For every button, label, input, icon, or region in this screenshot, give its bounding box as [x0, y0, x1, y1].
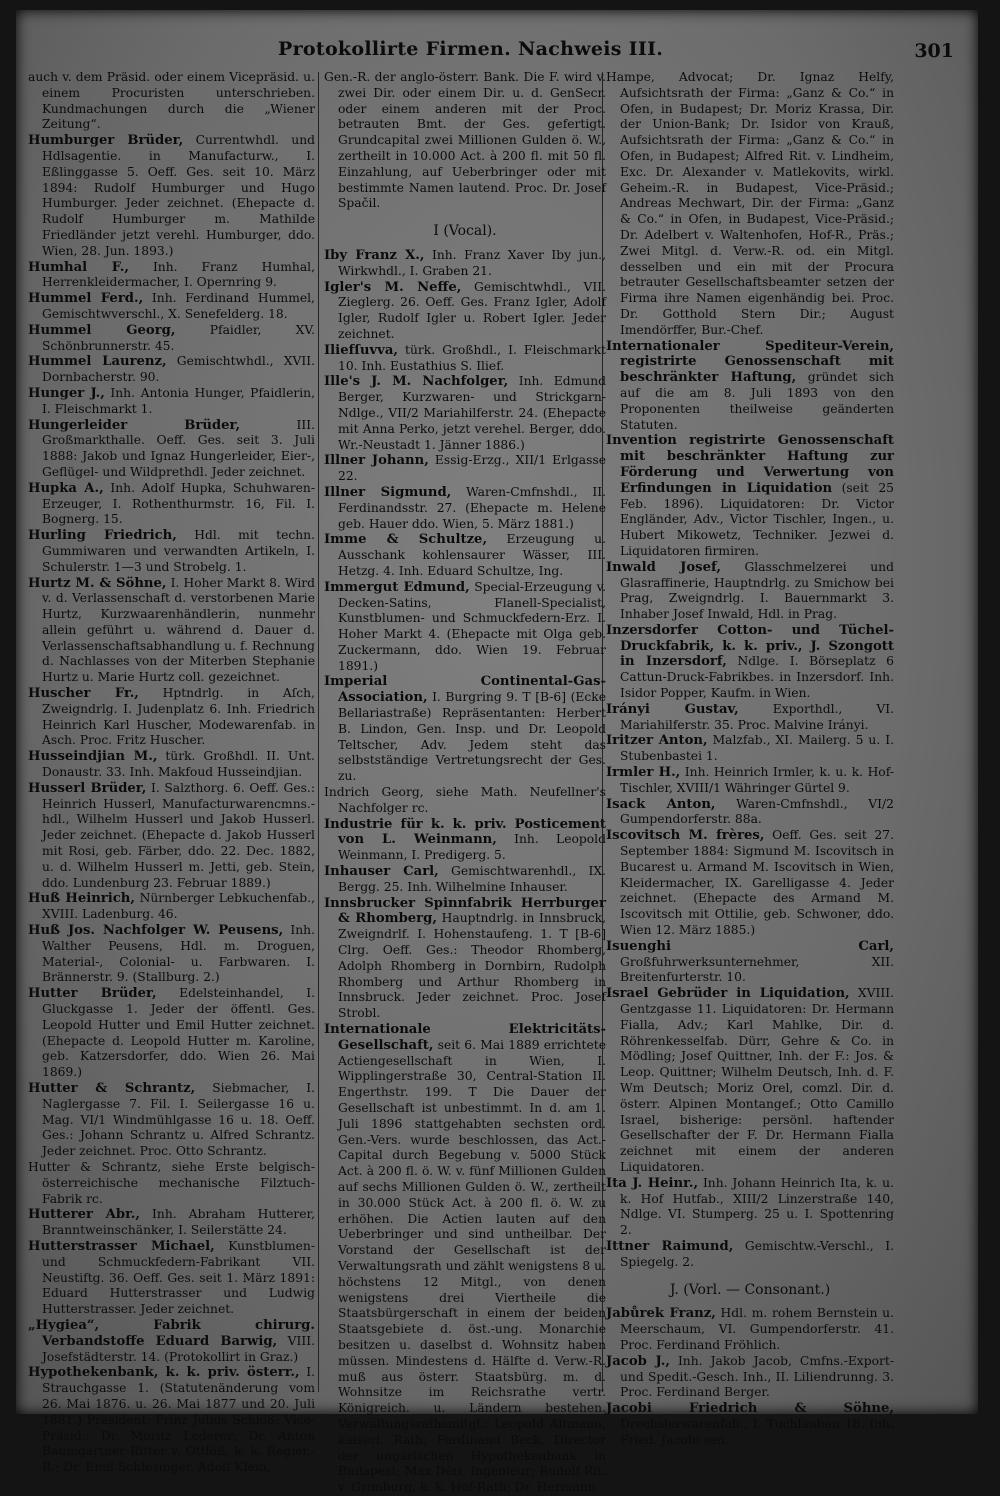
entry-details: Gen.-R. der anglo-österr. Bank. Die F. wird v. zwei Dir. oder einem Dir. u. d. GenSecr. oder einem anderen mit der Proc. betrauten Bmt. der Ges. gefertigt. Grundcapital zwei Millionen Gulden ö. W., zertheilt in 10.000 Act. à 200 fl. mit 50 fl. Einzahlung, auf Ueberbringer oder mit bestimmte Namen lautend. Proc. Dr. Josef Spačil.: [324, 70, 606, 211]
firm-name: Humburger Brüder,: [28, 133, 184, 149]
entry-details: Malzfab., XI. Mailerg. 5 u. I. Stubenbastei 1.: [620, 733, 894, 764]
directory-entry: [28, 781, 315, 892]
column-3: [606, 70, 894, 1447]
directory-entry: [28, 1365, 315, 1476]
entry-details: seit 6. Mai 1889 errichtete Actiengesellschaft in Wien, I. Wipplingerstraße 30, Central-Station II. Engerthstr. 199. T Die Dauer der Gesellschaft ist unbestimmt. In d. am 1. Juli 1896 stattgehabten sechsten ord. Gen.-Vers. wurde beschlossen, das Act.-Capital durch Begebung v. 5000 Stück Act. à 200 fl. ö. W. v. fünf Millionen Gulden auf sechs Millionen Gulden ö. W., zertheilt in 30.000 Stück Act. à 200 fl. ö. W. zu erhöhen. Die Actien lauten auf den Ueberbringer und sind untheilbar. Der Vorstand der Gesellschaft ist der Verwaltungsrath und zählt wenigstens 8 u. höchstens 12 Mitgl., von denen wenigstens drei Viertheile die Staatsbürgerschaft in einem der beiden Staatsgebiete d. öst.-ung. Monarchie besitzen u. daselbst d. Wohnsitz haben müssen. Mindestens d. Hälfte d. Verw.-R. muß aus österr. Staatsbürg. m. d. Wohnsitze im Reichsrathe vertr. Königreich. u. Ländern bestehen. Verwaltungsrathsmitgl.: Leopold Altmann, kaiserl. Rath; Ferdinand Beck, Director der ungarischen Hypothekenbank in Budapest; Max Déri, Ingenieur; Rudolf Rit. v. Grimburg, k. k. Hof-Rath; Dr. Hermann: [338, 1037, 606, 1495]
firm-name: Irmler H.,: [606, 765, 681, 781]
directory-entry: [28, 1081, 315, 1160]
entry-details: Hdl. m. rohem Bernstein u. Meerschaum, VI. Gumpendorferstr. 41. Proc. Ferdinand Fröhlich.: [620, 1306, 894, 1352]
firm-name: Igler's M. Neffe,: [324, 279, 462, 295]
firm-name: Husserl Brüder,: [28, 780, 147, 796]
entry-details: Inh. Leopold Weinmann, I. Predigerg. 5.: [338, 832, 606, 863]
entry-details: Inh. Antonia Hunger, Pfaidlerin, I. Fleischmarkt 1.: [42, 385, 315, 416]
directory-entry: [606, 70, 894, 339]
firm-name: Industrie für k. k. priv. Posticement von L. Weinmann,: [324, 816, 606, 848]
firm-name: Immergut Edmund,: [324, 579, 470, 595]
firm-name: Imme & Schultze,: [324, 532, 488, 548]
firm-name: Iritzer Anton,: [606, 733, 708, 749]
firm-name: Humhal F.,: [28, 259, 129, 275]
entry-details: Inh. Walther Peusens, Hdl. m. Droguen, Material-, Colonial- u. Farbwaren. I. Brännerstr. 9. (Stallburg. 2.): [42, 923, 315, 985]
firm-name: Hypothekenbank, k. k. priv. österr.,: [28, 1365, 300, 1381]
section-heading: J. (Vorl. — Consonant.): [669, 1281, 831, 1298]
directory-entry: [28, 418, 315, 481]
firm-name: Hummel Ferd.,: [28, 291, 144, 307]
directory-entry: [606, 1401, 894, 1448]
entry-details: Pfaidler, XV. Schönbrunnerstr. 45.: [42, 322, 315, 353]
entry-details: Drechslerwarenfab., I. Tuchlauben 18. Inh. Fried. Jacobi sen.: [620, 1416, 894, 1447]
directory-entry: [28, 1160, 315, 1207]
entry-details: Inh. Abraham Hutterer, Branntweinschänker, I. Seilerstätte 24.: [42, 1207, 315, 1238]
entry-details: Großfuhrwerksunternehmer, XII. Breitenfurterstr. 10.: [620, 954, 894, 985]
entry-details: Hptndrlg. in Aſch, Zweigndrlg. I. Judenplatz 6. Inh. Friedrich Heinrich Karl Huscher, Modewarenfab. in Asch. Proc. Fritz Huscher.: [42, 686, 315, 748]
entry-details: I. Hoher Markt 8. Wird v. d. Verlassenschaft d. verstorbenen Marie Hurtz, Kurzwaarenhändlerin, nunmehr allein geführt u. während d. Dauer d. Verlassenschaftsabhandlung u. f. Rechnung d. Nachlasses von der Miterben Stephanie Hurtz u. Marie Hurtz coll. gezeichnet.: [42, 575, 316, 685]
entry-details: Inh. Adolf Hupka, Schuhwaren-Erzeuger, I. Rothenthurmstr. 16, Fil. I. Bognerg. 15.: [42, 480, 315, 527]
firm-name: Internationaler Spediteur-Verein, registrirte Genossenschaft mit beschränkter Haftung,: [606, 338, 894, 386]
firm-name: Jabůrek Franz,: [606, 1306, 716, 1322]
firm-name: Hutter Brüder,: [28, 986, 157, 1002]
entry-details: gründet sich auf die am 8. Juli 1893 von den Proponenten theilweise geänderten Statuten.: [620, 370, 894, 432]
firm-name: Husseindjian M.,: [28, 749, 158, 765]
entry-details: Hampe, Advocat; Dr. Ignaz Helfy, Aufsichtsrath der Firma: „Ganz & Co.“ in Ofen, in Budapest; Dr. Moriz Krassa, Dir. der Union-Bank; Dr. Isidor von Krauß, Aufsichtsrath der Firma: „Ganz & Co.“ in Ofen, in Budapest; Alfred Rit. v. Lindheim, Exc. Dr. Alexander v. Matlekovits, wirkl. Geheim.-R. in Budapest, Vice-Präsid.; Andreas Mechwart, Dir. der Firma: „Ganz & Co.“ in Ofen, in Budapest, Vice-Präsid.; Dr. Adelbert v. Waltenhofen, Hof-R., Präs.; Zwei Mitgl. d. Verw.-R. od. ein Mitgl. desselben und ein mit der Procura betrauter Gesellschaftsbeamter setzen der Firma ihre Namen eigenhändig bei. Proc. Dr. Gotthold Stern Dir.; August Imendörffer, Bur.-Chef.: [606, 70, 894, 337]
firm-name: Hurling Friedrich,: [28, 528, 177, 544]
directory-entry: [28, 923, 315, 986]
firm-name: Isack Anton,: [606, 796, 716, 812]
entry-details: Gemischtwhdl., XVII. Dornbacherstr. 90.: [42, 354, 315, 385]
firm-name: Hutterstrasser Michael,: [28, 1238, 215, 1254]
directory-entry: [324, 674, 606, 785]
directory-entry: [28, 986, 315, 1081]
entry-details: Ndlge. I. Börseplatz 6 Cattun-Druck-Fabrikbes. in Inzersdorf. Inh. Isidor Popper, Kaufm. in Wien.: [620, 654, 894, 701]
entry-details: Inh. Franz Humhal, Herrenkleidermacher, I. Opernring 9.: [42, 259, 315, 290]
entry-details: Hauptndrlg. in Innsbruck, Zweigndrlf. I. Hohenstaufeng. 1. T [B-6] Clrg. Oeff. Ges.: Theodor Rhomberg, Adolph Rhomberg in Dornbirn, Rudolph Rhomberg und Arthur Rhomberg in Innsbruck. Jeder zeichnet. Proc. Josef Strobl.: [338, 911, 606, 1021]
entry-details: Gemischtwhdl., VII. Zieglerg. 26. Oeff. Ges. Franz Igler, Adolf Igler, Rudolf Igler u. Robert Igler. Jeder zeichnet.: [338, 279, 607, 341]
entry-details: Currentwhdl. und Hdlsagentie. in Manufacturw., I. Eßlinggasse 5. Oeff. Ges. seit 10. März 1894: Rudolf Humburger und Hugo Humburger. Jeder zeichnet. (Ehepacte d. Rudolf Humburger m. Mathilde Friedländer jetzt verehl. Humburger, ddo. Wien, 28. Jun. 1893.): [42, 133, 315, 258]
firm-name: Inzersdorfer Cotton- und Tüchel-Druckfabrik, k. k. priv., J. Szongott in Inzersdorf,: [606, 622, 894, 670]
entry-details: Inh. Johann Heinrich Ita, k. u. k. Hof Hutfab., XIII/2 Linzerstraße 140, Ndlge. VI. Stumperg. 25 u. I. Spottenring 2.: [620, 1175, 894, 1238]
directory-entry: [28, 749, 315, 781]
entry-details: Gemischtwarenhdl., IX. Bergg. 25. Inh. Wilhelmine Inhauser.: [338, 864, 607, 894]
firm-name: Hutter & Schrantz,: [28, 1081, 196, 1096]
directory-entry: [606, 1306, 894, 1353]
firm-name: Hurtz M. & Söhne,: [28, 575, 167, 591]
entry-details: türk. Großhdl., I. Fleischmarkt 10. Inh. Eustathius S. Ilief.: [338, 342, 606, 373]
directory-entry: [28, 386, 315, 418]
entry-details: Indrich Georg, siehe Math. Neufellner's Nachfolger rc.: [324, 785, 606, 815]
entry-details: Waren-Cmfnshdl., II. Ferdinandsstr. 27. (Ehepacte m. Helene geb. Hauer ddo. Wien, 5. März 1881.): [338, 484, 606, 531]
directory-entry: [28, 686, 315, 749]
firm-name: Hummel Georg,: [28, 322, 176, 338]
directory-entry: [606, 339, 894, 434]
entry-details: Siebmacher, I. Naglergasse 7. Fil. I. Seilergasse 16 u. Mag. VI/1 Windmühlgasse 16 u. 18. Oeff. Ges.: Johann Schrantz u. Alfred Schrantz. Jeder zeichnet. Proc. Otto Schrantz.: [42, 1081, 315, 1159]
entry-details: I. Burgring 9. T [B-6] (Ecke Bellariastraße) Repräsentanten: Herbert B. Lindon, Gen. Insp. und Dr. Leopold Teltscher, Adv. Jedem steht das selbstständige Vertretungsrecht der Ges. zu.: [338, 690, 606, 784]
firm-name: Iby Franz X.,: [324, 247, 425, 263]
directory-entry: [324, 864, 606, 896]
entry-details: Essig-Erzg., XII/1 Erlgasse 22.: [338, 453, 606, 484]
firm-name: Iliefſuvva,: [324, 342, 398, 358]
directory-entry: [606, 623, 894, 702]
entry-details: Edelsteinhandel, I. Gluckgasse 1. Jeder der öffentl. Ges. Leopold Hutter und Emil Hutter zeichnet. (Ehepacte d. Leopold Hutter m. Karoline, geb. Katzersdorfer, ddo. Wien 26. Mai 1869.): [42, 986, 315, 1080]
directory-entry: [28, 260, 315, 292]
directory-entry: [324, 374, 606, 453]
directory-entry: [28, 133, 315, 259]
entry-details: (seit 25 Feb. 1896). Liquidatoren: Dr. Victor Engländer, Adv., Victor Tischler, Ingen., u. Hubert Mikowetz, Techniker. Jezwei d. Liquidatoren firmiren.: [620, 480, 894, 558]
entry-details: auch v. dem Präsid. oder einem Vicepräsid. u. einem Procuristen unterschrieben. Kundmachungen durch die „Wiener Zeitung“.: [28, 70, 315, 132]
firm-name: Iscovitsch M. frères,: [606, 828, 765, 844]
entry-details: Inh. Jakob Jacob, Cmfns.-Export- und Spedit.-Gesch. Inh., II. Liliendrunng. 3. Proc. Ferdinand Berger.: [620, 1353, 894, 1400]
firm-name: Hunger J.,: [28, 385, 105, 401]
firm-name: Ille's J. M. Nachfolger,: [324, 374, 509, 390]
firm-name: Huß Heinrich,: [28, 891, 135, 907]
directory-entry: [28, 323, 315, 355]
directory-entry: [606, 765, 894, 797]
entry-details: Oeff. Ges. seit 27. September 1884: Sigmund M. Iscovitsch in Bucarest u. Armand M. Iscovitsch in Wien, Kleidermacher, IX. Garelligasse 4. Jeder zeichnet. (Ehepacte des Armand M. Iscovitsch mit Ottilie, geb. Schwoner, ddo. Wien 12. März 1885.): [620, 828, 894, 938]
entry-details: Inh. Heinrich Irmler, k. u. k. Hof-Tischler, XVIII/1 Währinger Gürtel 9.: [620, 765, 894, 795]
entry-details: I. Salzthorg. 6. Oeff. Ges.: Heinrich Husserl, Manufacturwarencmns.-hdl., Wilhelm Husserl und Jakob Husserl. Jeder zeichnet. (Ehepacte d. Jakob Husserl mit Rosi, geb. Färber, ddo. 22. Dec. 1882, u. d. Wilhelm Husserl m. Jetti, geb. Stein, ddo. Lundenburg 23. Februar 1889.): [42, 780, 315, 890]
entry-details: Special-Erzeugung v. Decken-Satins, Flanell-Specialist, Kunstblumen- und Schmuckfedern-Erz. I. Hoher Markt 4. (Ehepacte mit Olga geb. Zuckermann, ddo. Wien 19. Februar 1891.): [338, 579, 606, 673]
firm-name: Inwald Josef,: [606, 559, 721, 575]
column-divider: [318, 72, 319, 1392]
directory-entry: [28, 1318, 315, 1365]
directory-page: [16, 10, 978, 1495]
firm-name: Hungerleider Brüder,: [28, 417, 241, 433]
directory-entry: [606, 939, 894, 986]
firm-name: Israel Gebrüder in Liquidation,: [606, 986, 850, 1002]
firm-name: Hutterer Abr.,: [28, 1207, 140, 1223]
firm-name: Huß Jos. Nachfolger W. Peusens,: [28, 923, 284, 939]
entry-details: Kunstblumen- und Schmuckfedern-Fabrikant VII. Neustiftg. 36. Oeff. Ges. seit 1. März 1891: Eduard Hutterstrasser und Ludwig Hutterstrasser. Jeder zeichnet.: [42, 1238, 315, 1317]
entry-details: Inh. Ferdinand Hummel, Gemischtwverschl., X. Senefelderg. 18.: [42, 291, 315, 321]
entry-details: Inh. Edmund Berger, Kurzwaren- und Strickgarn-Ndlge., VII/2 Mariahilferstr. 24. (Ehepacte mit Anna Perko, jetzt verehel. Berger, ddo. Wr.-Neustadt 1. Jänner 1886.): [338, 374, 606, 452]
directory-entry: [28, 576, 315, 687]
page-number: 301: [914, 40, 954, 62]
directory-entry: [324, 70, 606, 212]
directory-entry: [324, 896, 606, 1022]
directory-entry: [28, 291, 315, 323]
firm-name: Jacobi Friedrich & Söhne,: [606, 1401, 894, 1417]
entry-details: türk. Großhdl. II. Unt. Donaustr. 33. Inh. Makfoud Husseindjian.: [42, 749, 315, 780]
directory-entry: [606, 733, 894, 765]
entry-details: Hutter & Schrantz, siehe Erste belgisch-österreichische mechanische Filztuch-Fabrik rc.: [28, 1159, 315, 1206]
firm-name: Imperial Continental-Gas-Association,: [324, 674, 606, 706]
column-2: [324, 70, 607, 1495]
entry-details: Erzeugung u. Ausschank kohlensaurer Wässer, III. Hetzg. 4. Inh. Eduard Schultze, Ing.: [338, 532, 606, 578]
directory-entry: [606, 1176, 894, 1239]
running-title: Protokollirte Firmen. Nachweis III.: [278, 38, 664, 60]
directory-entry: [606, 828, 894, 939]
directory-entry: [324, 817, 606, 864]
entry-details: Nürnberger Lebkuchenfab., XVIII. Ladenburg. 46.: [42, 891, 315, 922]
directory-entry: [28, 891, 315, 923]
entry-details: XVIII. Gentzgasse 11. Liquidatoren: Dr. Hermann Fialla, Adv.; Karl Mahlke, Dir. d. Röhrenkesselfab. Dürr, Gehre & Co. in Mödling; Josef Quittner, Inh. der F.: Jos. & Leop. Quittner; Wilhelm Deutsch, Inh. d. F. Wm Deutsch; Moriz Orel, comzl. Dir. d. österr. Alpinen Montangef.; Otto Camillo Israel, bisherige: persönl. haftender Gesellschafter der F. Dr. Hermann Fialla zeichnet mit einem der anderen Liquidatoren.: [620, 986, 894, 1174]
directory-entry: [28, 481, 315, 528]
entry-details: III. Großmarkthalle. Oeff. Ges. seit 3. Juli 1888: Jakob und Ignaz Hungerleider, Eier-, Geflügel- und Wildprethdl. Jeder zeichnet.: [42, 417, 315, 479]
firm-name: Jacob J.,: [606, 1353, 670, 1369]
entry-details: I. Strauchgasse 1. (Statutenänderung vom 26. Mai 1876. u. 26. Mai 1877 und 20. Juli 1881.) Präsident: Prinz Julius Schlöß; Vice-Präsid.: Dr. Moritz Lederer; Dr. Anton Baumgartner Ritter v. Ottlöß, k. k. Regier.-R.; Dr. Emil Schlesinger, Adolf Klein,: [42, 1365, 315, 1475]
entry-details: Inh. Franz Xaver Iby jun., Wirkwhdl., I. Graben 21.: [338, 247, 606, 278]
directory-entry: [606, 433, 894, 559]
firm-name: Isuenghi Carl,: [606, 938, 894, 954]
firm-name: Inhauser Carl,: [324, 864, 439, 880]
directory-entry: [324, 453, 606, 485]
firm-name: Irányi Gustav,: [606, 701, 739, 717]
directory-entry: [606, 1354, 894, 1401]
entry-details: Gemischtw.-Verschl., I. Spiegelg. 2.: [620, 1238, 894, 1269]
firm-name: Invention registrirte Genossenschaft mit beschränkter Haftung zur Förderung und Verwertung von Erfindungen in Liquidation: [606, 433, 894, 496]
directory-entry: [324, 1022, 606, 1496]
firm-name: Innsbrucker Spinnfabrik Herrburger & Rhomberg,: [324, 895, 606, 927]
firm-name: Huscher Fr.,: [28, 686, 139, 702]
firm-name: Ita J. Heinr.,: [606, 1175, 699, 1191]
entry-details: VIII. Josefstädterstr. 14. (Protokollirt in Graz.): [42, 1333, 315, 1364]
firm-name: Illner Johann,: [324, 453, 429, 469]
firm-name: Internationale Elektricitäts-Gesellschaft,: [324, 1022, 606, 1053]
directory-entry: [324, 785, 606, 817]
section-heading: I (Vocal).: [433, 223, 497, 240]
directory-entry: [606, 1239, 894, 1271]
directory-entry: [606, 986, 894, 1176]
directory-entry: [28, 1239, 315, 1318]
directory-entry: [324, 280, 606, 343]
directory-entry: [606, 560, 894, 623]
directory-entry: [606, 797, 894, 829]
directory-entry: [324, 343, 606, 375]
directory-entry: [324, 248, 606, 280]
directory-entry: [606, 702, 894, 734]
entry-details: Glasschmelzerei und Glasraffinerie, Hauptndrlg. zu Smichow bei Prag, Zweigndrlg. I. Bauernmarkt 3. Inhaber Josef Inwald, Hdl. in Prag.: [620, 559, 894, 622]
directory-entry: [28, 354, 315, 386]
entry-details: Waren-Cmfnshdl., VI/2 Gumpendorferstr. 88a.: [620, 796, 894, 827]
entry-details: Exporthdl., VI. Mariahilferstr. 35. Proc. Malvine Irányi.: [620, 701, 894, 732]
page-header: [16, 32, 978, 60]
entry-details: Hdl. mit techn. Gummiwaren und verwandten Artikeln, I. Schulerstr. 1—3 und Strobelg. 1.: [42, 528, 315, 574]
firm-name: „Hygiea“, Fabrik chirurg. Verbandstoffe Eduard Barwig,: [28, 1317, 315, 1349]
directory-entry: [28, 70, 315, 133]
firm-name: Illner Sigmund,: [324, 484, 452, 500]
column-1: [28, 70, 316, 1475]
directory-entry: [324, 532, 606, 579]
directory-entry: [28, 528, 315, 575]
directory-entry: [324, 580, 606, 675]
firm-name: Hummel Laurenz,: [28, 354, 167, 370]
directory-entry: [324, 485, 606, 532]
firm-name: Hupka A.,: [28, 480, 104, 496]
directory-entry: [28, 1207, 315, 1239]
firm-name: Ittner Raimund,: [606, 1238, 734, 1254]
